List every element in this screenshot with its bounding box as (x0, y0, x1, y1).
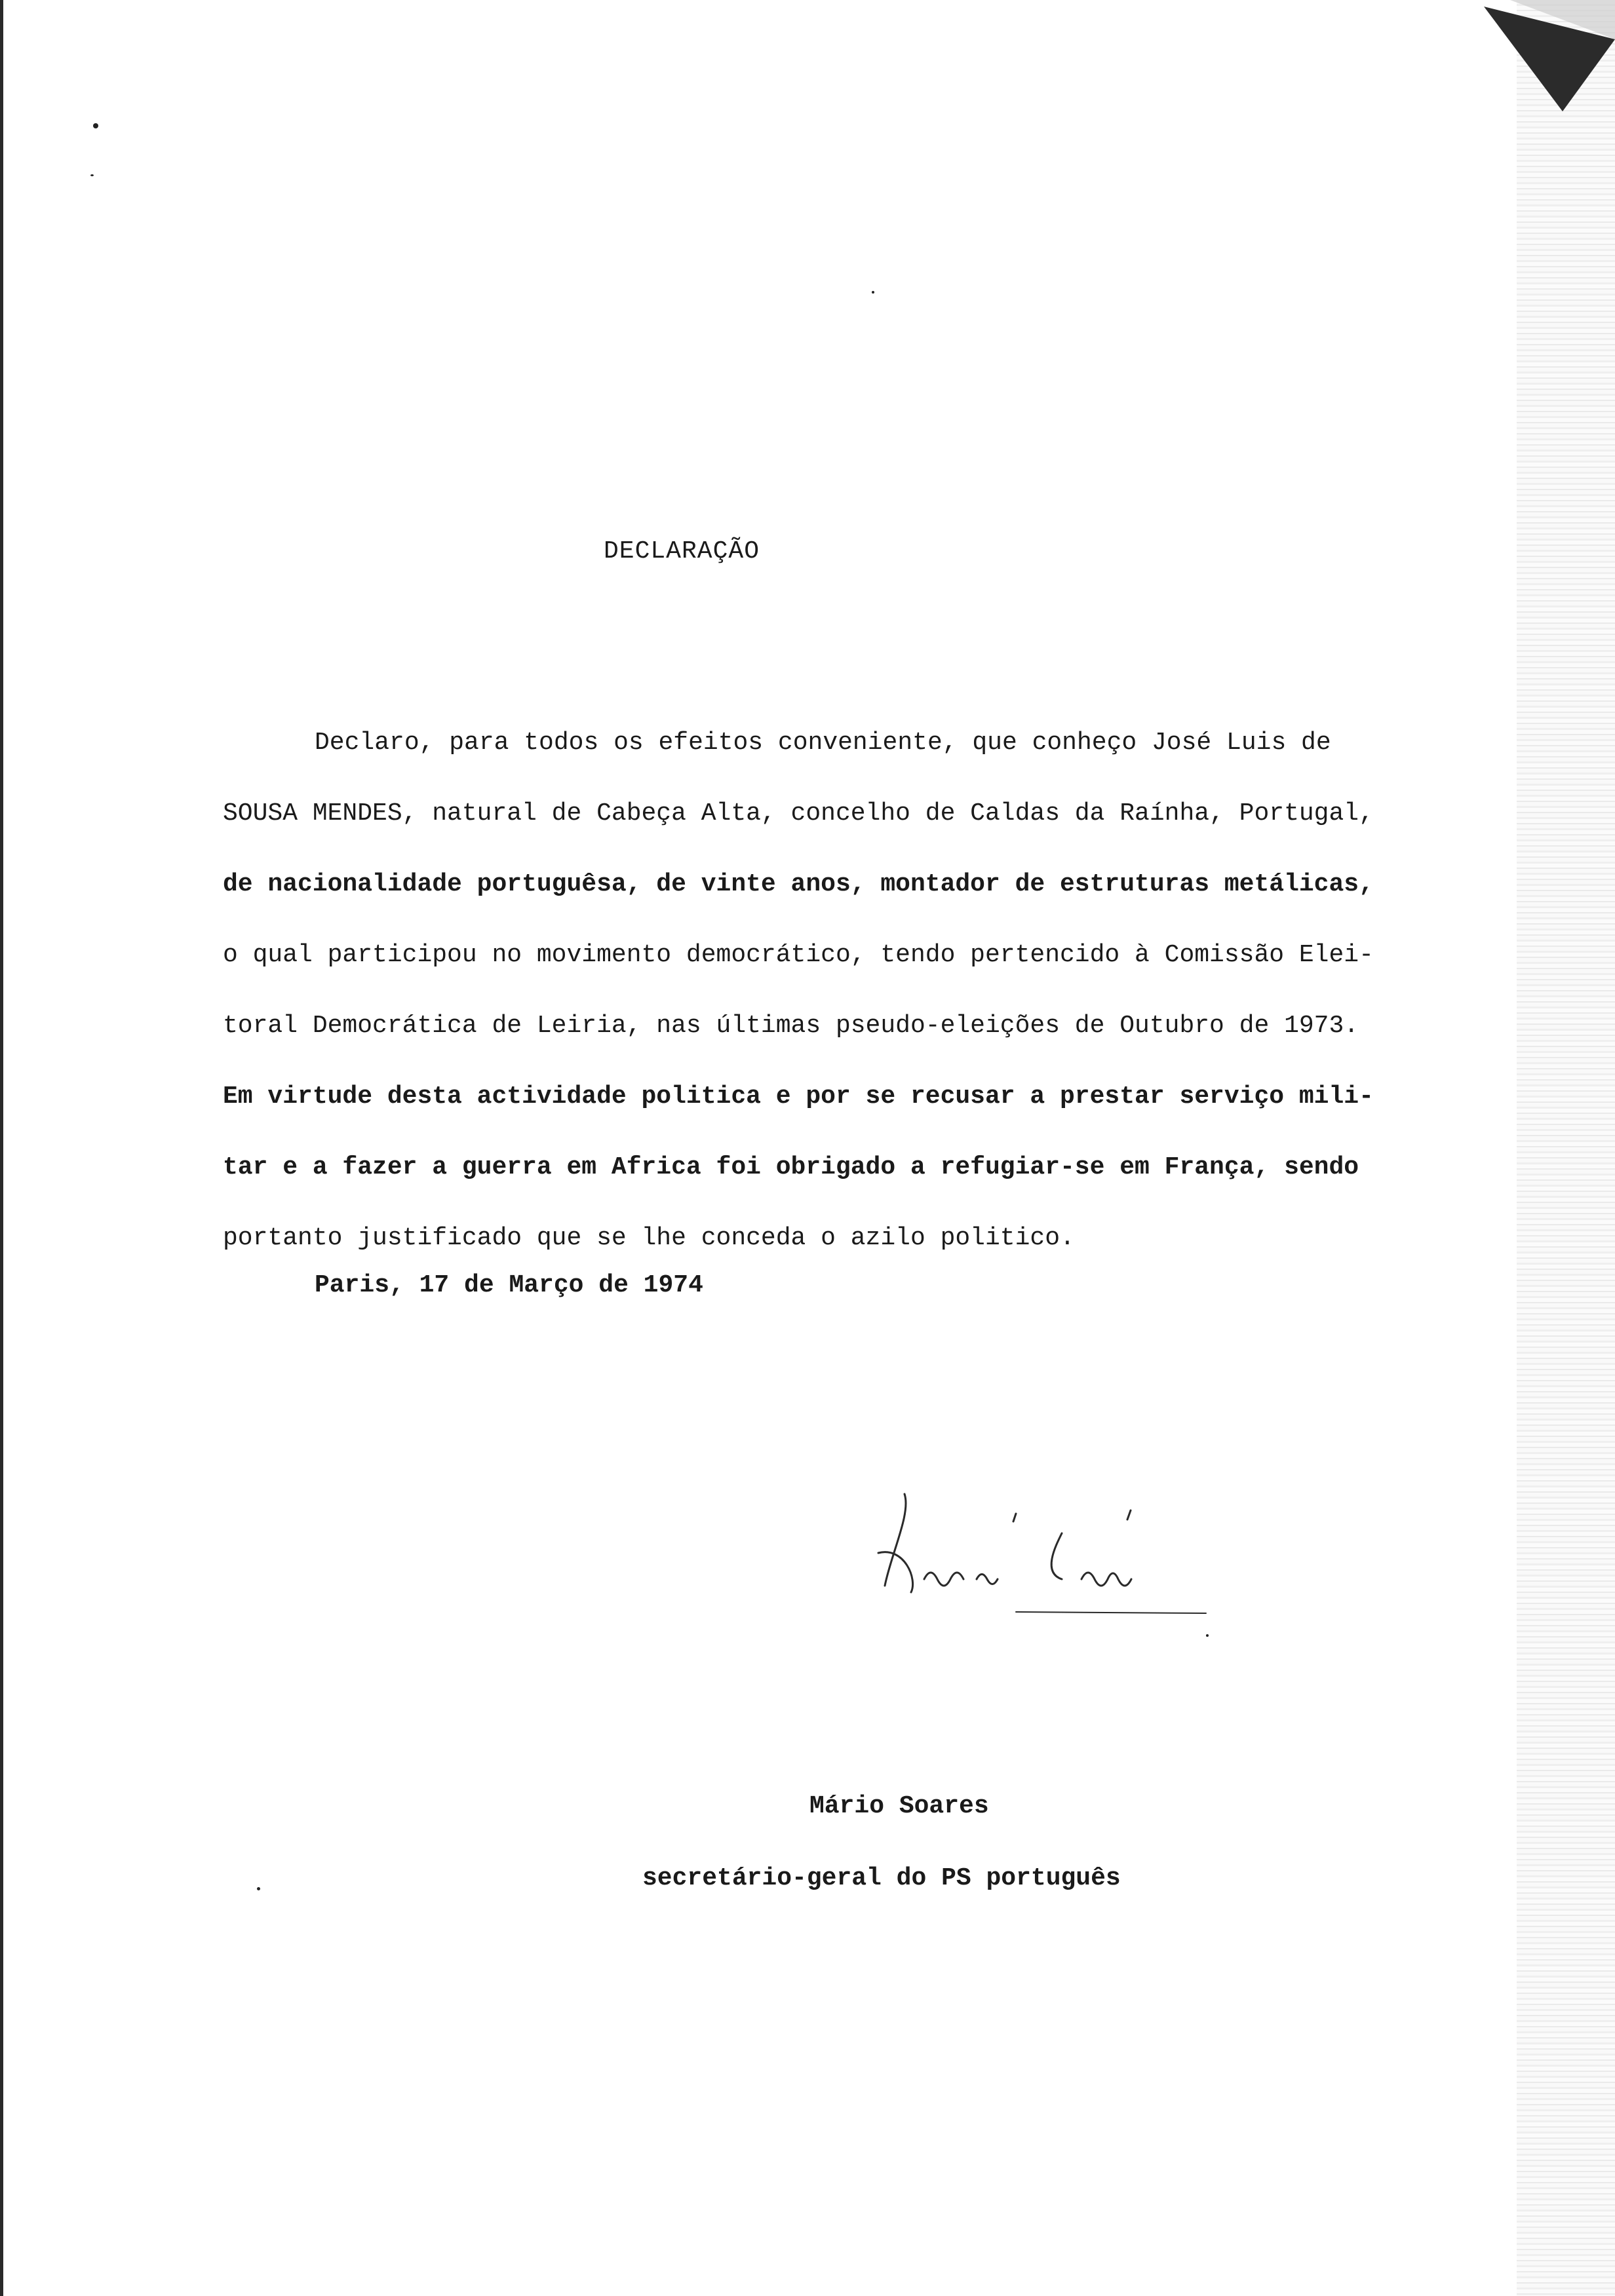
scan-left-edge (0, 0, 3, 2296)
folded-corner (1445, 0, 1615, 131)
speck-mark (872, 291, 874, 294)
speck-mark (93, 123, 98, 128)
document-title: DECLARAÇÃO (603, 537, 760, 565)
signer-title: secretário-geral do PS português (642, 1864, 1121, 1892)
speck-mark (1206, 1634, 1209, 1637)
paragraph-line: SOUSA MENDES, natural de Cabeça Alta, concelho de Caldas da Raínha, Portugal, (223, 799, 1374, 828)
signer-name: Mário Soares (809, 1792, 989, 1820)
paragraph-line: o qual participou no movimento democrático, tendo pertencido à Comissão Elei- (223, 941, 1374, 969)
speck-mark (257, 1887, 260, 1890)
paragraph-line: toral Democrática de Leiria, nas últimas pseudo-eleições de Outubro de 1973. (223, 1012, 1359, 1040)
paragraph-line: Declaro, para todos os efeitos conveniente, que conheço José Luis de (315, 729, 1331, 757)
handwritten-signature (865, 1474, 1232, 1632)
declaration-paragraph (223, 708, 1422, 1274)
paragraph-line: Em virtude desta actividade politica e por se recusar a prestar serviço mili- (223, 1082, 1374, 1111)
paragraph-line: de nacionalidade portuguêsa, de vinte anos, montador de estruturas metálicas, (223, 870, 1374, 898)
scan-right-edge-shadow (1517, 0, 1615, 2296)
paragraph-line: tar e a fazer a guerra em Africa foi obrigado a refugiar-se em França, sendo (223, 1153, 1359, 1181)
speck-mark (90, 174, 94, 176)
paragraph-line: portanto justificado que se lhe conceda o azilo politico. (223, 1224, 1075, 1252)
date-line: Paris, 17 de Março de 1974 (315, 1271, 703, 1299)
